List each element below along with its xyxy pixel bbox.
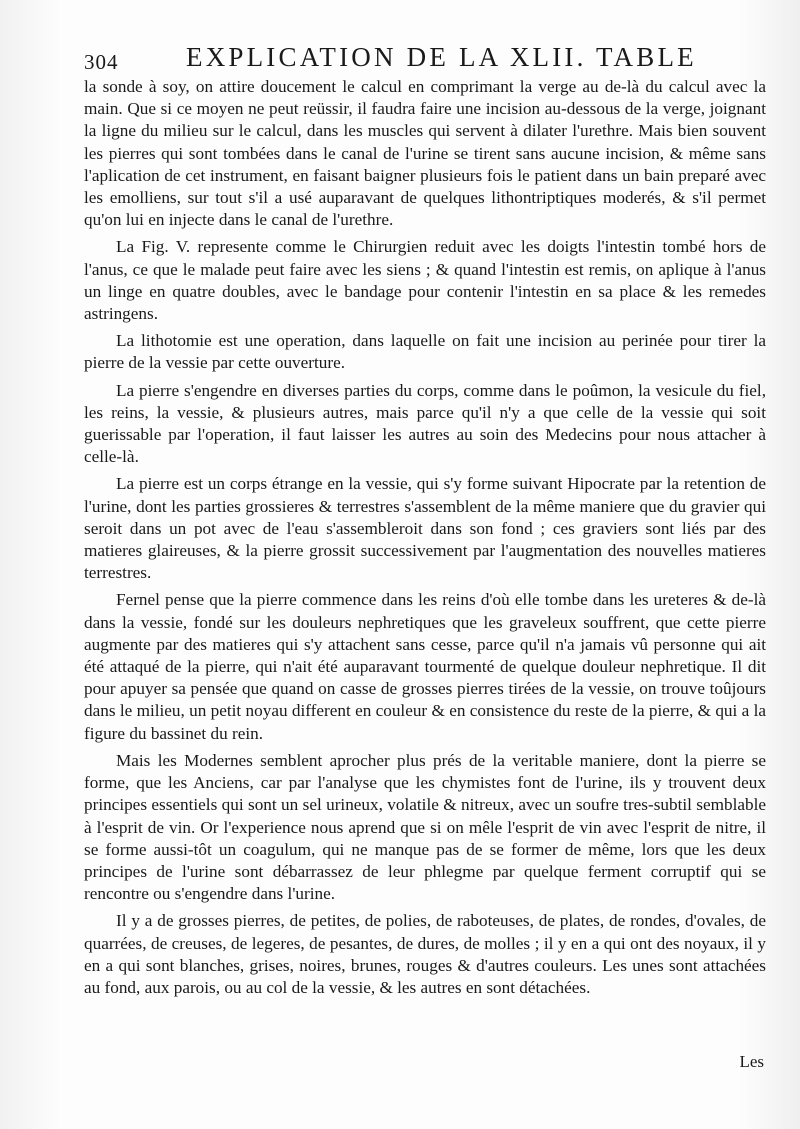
page-header <box>84 40 784 74</box>
paragraph-6: Fernel pense que la pierre commence dans les reins d'où elle tombe dans les ureteres & de-là dans la vessie, fondé sur les douleurs nephretiques que les graveleux souffrent, que cette pierre augmente par des matieres qui s'y attachent sans cesse, parce qu'il n'a jamais vû personne qui ait été attaqué de la pierre, qui n'ait été auparavant tourmenté de quelque douleur nephretique. Il dit pour apuyer sa pensée que quand on casse de grosses pierres tirées de la vessie, on trouve toûjours dans le milieu, un petit noyau different en couleur & en consistence du reste de la pierre, & qui a la figure du bassinet du rein. <box>84 590 766 743</box>
paragraph-1: la sonde à soy, on attire doucement le calcul en comprimant la verge au de-là du calcul avec la main. Que si ce moyen ne peut reüssir, il faudra faire une incision au-dessous de la verge, joignant la ligne du milieu sur le calcul, dans les muscles qui servent à dilater l'urethre. Mais bien souvent les pierres qui sont tombées dans le canal de l'urine se tirent sans aucune incision, & même sans l'aplication de cet instrument, en faisant baigner plusieurs fois le patient dans un bain preparé avec les emolliens, sur tout s'il a usé auparavant de quelques lithontriptiques moderés, & s'il permet qu'on lui en injecte dans le canal de l'urethre. <box>84 77 766 230</box>
paragraph-8: Il y a de grosses pierres, de petites, de polies, de raboteuses, de plates, de rondes, d'ovales, de quarrées, de creuses, de legeres, de pesantes, de dures, de molles ; il y en a qui ont des noyaux, il y en a qui sont blanches, grises, noires, brunes, rouges & d'autres couleurs. Les unes sont attachées au fond, aux parois, ou au col de la vessie, & les autres en sont détachées. <box>84 911 766 997</box>
paragraph-7: Mais les Modernes semblent aprocher plus prés de la veritable maniere, dont la pierre se forme, que les Anciens, car par l'analyse que les chymistes font de l'urine, ils y trouvent deux principes essentiels qui sont un sel urineux, volatile & nitreux, avec un soufre tres-subtil semblable à l'esprit de vin. Or l'experience nous aprend que si on mêle l'esprit de vin avec l'esprit de nitre, il se forme aussi-tôt un coagulum, qui ne manque pas de se former de même, lors que les deux principes de l'urine sont débarrassez de leur phlegme par quelque ferment corruptif qui se rencontre ou s'engendre dans l'urine. <box>84 750 766 904</box>
running-head: EXPLICATION DE LA XLII. TABLE <box>186 42 697 72</box>
paragraph-3: La lithotomie est une operation, dans laquelle on fait une incision au perinée pour tirer la pierre de la vessie par cette ouverture. <box>84 331 766 373</box>
paragraph-4: La pierre s'engendre en diverses parties du corps, comme dans le poûmon, la vesicule du fiel, les reins, la vessie, & plusieurs autres, mais parce qu'il n'y a que celle de la vessie qui soit guerissable par l'operation, il faut laisser les autres au soin des Medecins pour nous attacher à celle-là. <box>84 380 766 467</box>
paragraph-5: La pierre est un corps étrange en la vessie, qui s'y forme suivant Hipocrate par la retention de l'urine, dont les parties grossieres & terrestres s'assemblent de la même maniere que du gravier qui seroit dans un pot avec de l'eau s'assembleroit dans son fond ; ces graviers sont liés par des matieres glaireuses, & la pierre grossit successivement par l'augmentation des nouvelles matieres terrestres. <box>84 474 766 583</box>
paragraph-2: La Fig. V. represente comme le Chirurgien reduit avec les doigts l'intestin tombé hors de l'anus, ce que le malade peut faire avec les siens ; & quand l'intestin est remis, on aplique à l'anus un linge en quatre doubles, avec le bandage pour contenir l'intestin en sa place & les remedes astringens. <box>84 237 766 324</box>
page-number: 304 <box>84 50 119 74</box>
catchword: Les <box>739 1052 764 1071</box>
body-text <box>84 76 766 1004</box>
